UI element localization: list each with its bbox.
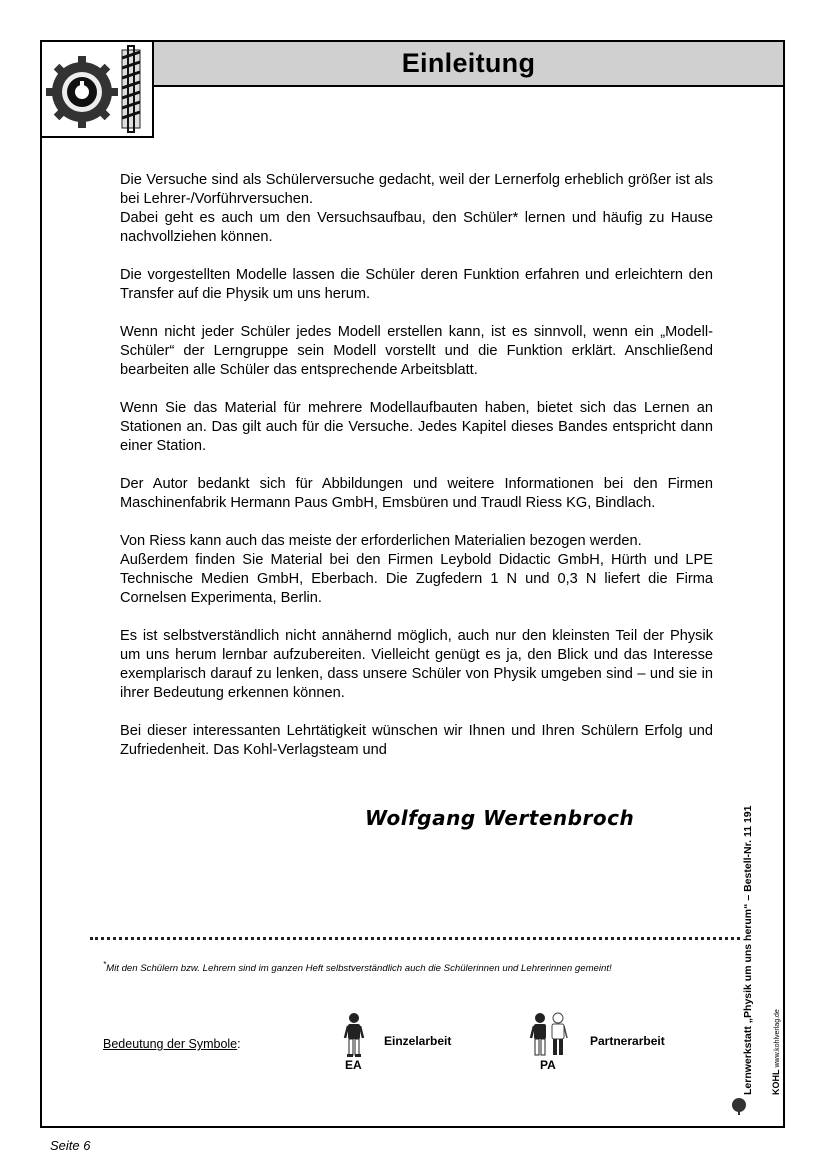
footnote [103, 960, 743, 974]
order-number: Bestell-Nr. 11 191 [742, 805, 754, 892]
signature: Wolfgang Wertenbroch [365, 806, 635, 830]
gears-icon [42, 42, 152, 136]
paragraph-materials [120, 532, 713, 608]
partner-icon [529, 1012, 569, 1058]
footnote-text: Mit den Schülern bzw. Lehrern sind im ganzen Heft selbstverständlich auch die Schülerinnen und Lehrerinnen gemeint! [106, 963, 612, 975]
publisher-url: www.kohlverlag.de [774, 1009, 781, 1068]
pa-text: Partnerarbeit [590, 1034, 665, 1048]
series-name: Lernwerkstatt [742, 1026, 754, 1095]
publisher-logo-icon [730, 1096, 748, 1116]
dotted-divider [90, 937, 740, 940]
title-bar [152, 40, 785, 87]
body-text [120, 171, 713, 779]
page-number: Seite 6 [50, 1138, 91, 1153]
paragraph-9: Es ist selbstverständlich nicht annähernd möglich, auch nur den kleinsten Teil der Physik um uns herum lernbar aufzubereiten. Vielleicht genügt es ja, den Blick und das Interesse exemplarisch darauf zu lenken, dass unsere Schüler von Physik umgeben sind – und sie in ihrer Bedeutung erkennen können. [120, 628, 713, 701]
sidebar-imprint [742, 795, 754, 1095]
symbols-label-text: Bedeutung der Symbole [103, 1037, 238, 1051]
paragraph-6: Der Autor bedankt sich für Abbildungen und weitere Informationen bei den Firmen Maschinenfabrik Hermann Paus GmbH, Emsbüren und Traudl Riess KG, Bindlach. [120, 476, 713, 511]
paragraph-4: Wenn nicht jeder Schüler jedes Modell erstellen kann, ist es sinnvoll, wenn ein „Modell-Schüler“ der Lerngruppe sein Modell vorstellt und die Funktion erklärt. Anschließend bearbeiten alle Schüler das entsprechende Arbeitsblatt. [120, 324, 713, 378]
separator: – [742, 894, 754, 901]
single-person-icon [343, 1012, 365, 1058]
paragraph-2: Dabei geht es auch um den Versuchsaufbau, den Schüler* lernen und häufig zu Hause nachvollziehen können. [120, 210, 713, 245]
footnote-marker: * [103, 960, 107, 969]
publisher-name: KOHL [771, 1069, 781, 1095]
ea-code: EA [345, 1058, 362, 1072]
sidebar-publisher [771, 795, 781, 1095]
pa-code: PA [540, 1058, 556, 1072]
paragraph-8: Außerdem finden Sie Material bei den Firmen Leybold Didactic GmbH, Hürth und LPE Technische Medien GmbH, Eberbach. Die Zugfedern 1 N und 0,3 N liefert die Firma Cornelsen Experimenta, Berlin. [120, 552, 713, 606]
paragraph-7: Von Riess kann auch das meiste der erforderlichen Materialien bezogen werden. [120, 533, 642, 549]
paragraph-10: Bei dieser interessanten Lehrtätigkeit wünschen wir Ihnen und Ihren Schülern Erfolg und Zufriedenheit. Das Kohl-Verlagsteam und [120, 723, 713, 758]
symbols-legend-label [103, 1037, 241, 1051]
book-title: „Physik um uns herum“ [742, 903, 754, 1024]
paragraph-3: Die vorgestellten Modelle lassen die Schüler deren Funktion erfahren und erleichtern den Transfer auf die Physik um uns herum. [120, 267, 713, 302]
symbols-label-suffix: : [237, 1037, 241, 1051]
paragraph-5: Wenn Sie das Material für mehrere Modellaufbauten haben, bietet sich das Lernen an Stationen an. Das gilt auch für die Versuche. Jedes Kapitel dieses Bandes entspricht dann einer Station. [120, 400, 713, 454]
paragraph-1: Die Versuche sind als Schülerversuche gedacht, weil der Lernerfolg erheblich größer ist als bei Lehrer-/Vorführversuchen. [120, 172, 713, 207]
paragraph-intro [120, 171, 713, 247]
logo-box [40, 40, 154, 138]
page-title: Einleitung [401, 48, 536, 78]
ea-text: Einzelarbeit [384, 1034, 452, 1048]
